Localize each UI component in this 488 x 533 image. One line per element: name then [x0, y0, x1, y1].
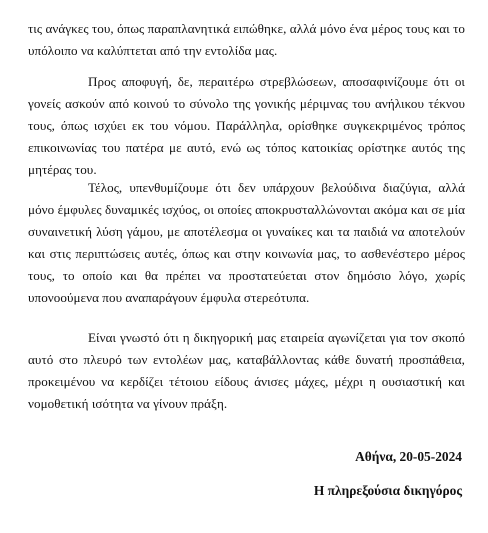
signature-line: Η πληρεξούσια δικηγόρος: [313, 483, 462, 498]
paragraph-law-firm-commitment: Είναι γνωστό ότι η δικηγορική μας εταιρεία αγωνίζεται για τον σκοπό αυτό στο πλευρό των εντολέων μας, καταβάλλοντας κάθε δυνατή προσπάθεια, προκειμένου να κερδίζει τέτοιου είδους άνισες μάχες, μέχρι η ουσιαστική και νομοθετική ισότητα να γίνουν πράξη.: [28, 330, 465, 411]
paragraph-gender-dynamics: Τέλος, υπενθυμίζουμε ότι δεν υπάρχουν βελούδινα διαζύγια, αλλά μόνο έμφυλες δυναμικές ισχύος, οι οποίες αποκρυσταλλώνονται ακόμα και σε μία συναινετική λύση γάμου, με αποτέλεσμα οι γυναίκες και τα παιδιά να αποτελούν και στις περιπτώσεις αυτές, όπως και στην κοινωνία μας, το ασθενέστερο μέρος τους, το οποίο και θα πρέπει να προστατεύεται στον δημόσιο λόγο, χωρίς υπονοούμενα που αναπαράγουν έμφυλα στερεότυπα.: [28, 180, 465, 305]
paragraph-continuation: τις ανάγκες του, όπως παραπλανητικά ειπώθηκε, αλλά μόνο ένα μέρος τους και το υπόλοιπο να καλύπτεται από την εντολίδα μας.: [28, 21, 465, 58]
place-and-date: Αθήνα, 20-05-2024: [355, 449, 462, 464]
paragraph-parental-care: Προς αποφυγή, δε, περαιτέρω στρεβλώσεων, αποσαφινίζουμε ότι οι γονείς ασκούν από κοινού το σύνολο της γονικής μέριμνας του ανήλικου τέκνου τους, όπως ισχύει εκ του νόμου. Παράλληλα, ορίσθηκε συγκεκριμένος τρόπος επικοινωνίας του πατέρα με αυτό, ενώ ως τόπος κατοικίας ορίστηκε αυτός της μητέρας του.: [28, 74, 465, 177]
